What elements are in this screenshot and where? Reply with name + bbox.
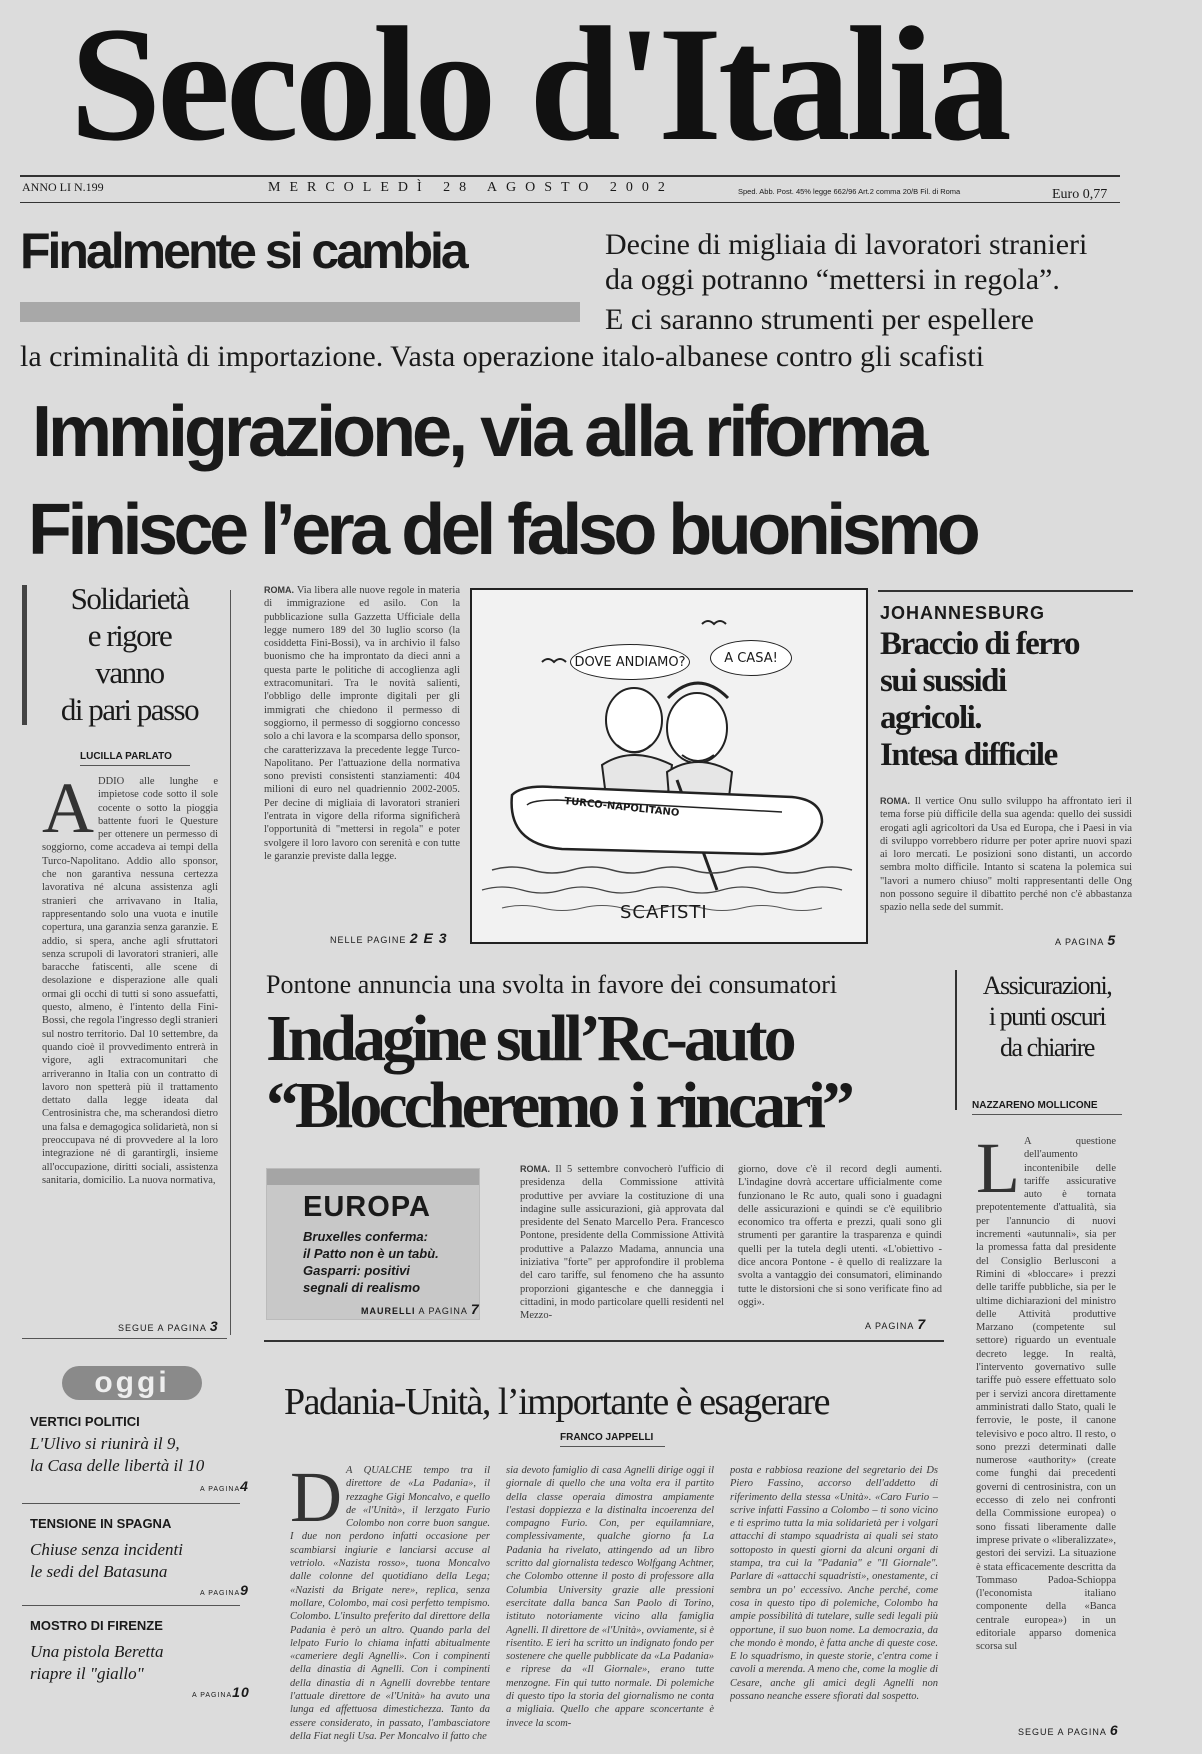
oggi-item-2-text-2[interactable]: le sedi del Batasuna <box>30 1562 168 1581</box>
padania-col-2 <box>506 1464 714 1744</box>
rcauto-kicker: Pontone annuncia una svolta in favore dei consumatori <box>266 970 838 999</box>
rcauto-jump-page: 7 <box>917 1316 927 1332</box>
assicurazioni-author-rule <box>972 1114 1122 1115</box>
oggi-item-1-jump-label: A PAGINA <box>200 1486 241 1493</box>
oggi-rule-1 <box>22 1503 240 1504</box>
cartoon-bubble-left: DOVE ANDIAMO? <box>570 644 690 680</box>
lead-headline-2: Finisce l’era del falso buonismo <box>28 490 977 570</box>
cartoon-boat-label: TURCO-NAPOLITANO <box>563 795 680 820</box>
rcauto-jump-label: A PAGINA <box>865 1321 914 1331</box>
rcauto-text-2: giorno, dove c'è il record degli aumenti. L'indagine dovrà accertare ufficialmente come funzionano le Rc auto, quali sono i guadagni delle assicurazioni e quindi se c'è equilibrio economico tra offerta e prezzi, quali sono gli strumenti per garantire la trasparenza e quindi quelli per la tutela degli utenti. «L'obiettivo - dice ancora Pontone - è quello di realizzare la svolta a vantaggio dei consumatori, eliminando tutte le distorsioni che si sono verificate fino ad oggi». <box>738 1164 942 1308</box>
editorial-jump-label: SEGUE A PAGINA <box>118 1323 207 1333</box>
johannesburg-jump-page: 5 <box>1107 932 1117 948</box>
masthead-rule-bottom <box>20 202 1120 203</box>
lead-headline-1: Immigrazione, via alla riforma <box>32 392 925 472</box>
oggi-item-3-text-2[interactable]: riapre il "giallo" <box>30 1664 144 1683</box>
cartoon-drawing <box>472 590 866 942</box>
editorial-title-1: Solidarietà <box>70 581 189 616</box>
europa-jump <box>361 1301 480 1317</box>
oggi-item-2-label: TENSIONE IN SPAGNA <box>30 1516 172 1531</box>
johannesburg-jump[interactable] <box>1055 932 1116 948</box>
johannesburg-title-4: Intesa difficile <box>880 737 1057 773</box>
europa-line-1: Bruxelles conferma: <box>303 1229 428 1244</box>
padania-col-1 <box>290 1464 490 1744</box>
rcauto-headline-1: Indagine sull’Rc-auto <box>266 1002 793 1075</box>
editorial-text: DDIO alle lunghe e impietose code sotto il sole cocente o sotto la pioggia battente fuori le Questure per ottenere un permesso di soggiorno, come accadeva ai tempi della Turco-Napolitano. Addio allo sponsor, che non garantiva nessuna certezza lavorativa né alcuna assistenza agli stranieri che arrivavano in Italia, rappresentando solo una vuota e inutile copertura, una garanzia senza garanzie. E addio, si spera, anche agli sfruttatori senza scrupoli di lavoratori stranieri, alle baracche fatiscenti, alle scene di desolazione e disperazione alle quali ormai gli occhi di tutti si sono assuefatti, questo, almeno, è l'intento della Fini-Bossi, che regola l'ingresso degli stranieri sul nostro territorio. Dal 10 settembre, da quando cioè il provvedimento entrerà in vigore, agli extracomunitari che arriveranno in Italia con un contratto di lavoro non spetterà più il trattamento dettato dalla legge ideata dal Centrosinistra che, ma scherandosi dietro una falsa e demagogica solidarietà, non si preoccupava né di provvedere al la loro integrazione né di garantirgli, insieme all'occupazione, diritti sociali, assistenza sanitaria, domicilio. La nuova normativa, <box>42 776 218 1186</box>
padania-dropcap: D <box>290 1464 342 1537</box>
lead-story-text: Via libera alle nuove regole in materia di immigrazione ed asilo. Con la pubblicazione sulla Gazzetta Ufficiale della legge numero 189 del 30 luglio scorso (la cosiddetta Fini-Bossi), va in archivio il falso buonismo che ha improntato da dieci anni a questa parte le politiche di accoglienza agli extracomunitari. Tra le novità salienti, l'obbligo delle impronte digitali per gli immigrati che chiedono il permesso di soggiorno, il permesso di soggiorno concesso solo a chi lavora e la scomparsa dello sponsor, che caratterizzava la precedente legge Turco-Napolitano. Per l'attuazione della normativa sono previsti consistenti stanziamenti: 404 milioni di euro nel quadriennio 2002-2005. Per decine di migliaia di lavoratori stranieri l'entrata in vigore della riforma significherà l'opportunità di "mettersi in regola" e poter svolgere il loro lavoro con serenità e con tutte le garanzie previste dalla legge. <box>264 585 460 862</box>
assicurazioni-body <box>976 1135 1116 1740</box>
padania-author-rule <box>560 1446 665 1447</box>
padania-col-3 <box>730 1464 938 1744</box>
oggi-item-1-text-1[interactable]: L'Ulivo si riunirà il 9, <box>30 1434 180 1453</box>
left-column-rule <box>230 590 231 1335</box>
editorial-author: LUCILLA PARLATO <box>80 751 172 762</box>
oggi-item-1-text-2[interactable]: la Casa delle libertà il 10 <box>30 1456 205 1475</box>
padania-headline: Padania-Unità, l’importante è esagerare <box>284 1381 829 1423</box>
europa-jump-page: 7 <box>470 1301 480 1317</box>
issue-number: ANNO LI N.199 <box>22 180 104 194</box>
rcauto-body-1 <box>520 1163 724 1326</box>
oggi-item-1-page: 4 <box>240 1478 249 1494</box>
assicurazioni-jump-label: SEGUE A PAGINA <box>1018 1727 1107 1737</box>
oggi-item-2-jump-label: A PAGINA <box>200 1590 241 1597</box>
rcauto-headline-2: “Bloccheremo i rincari” <box>266 1069 851 1142</box>
editorial-title-3: vanno <box>95 655 164 690</box>
europa-bar <box>267 1169 479 1185</box>
assicurazioni-title <box>962 970 1132 1063</box>
europa-box[interactable] <box>266 1168 480 1320</box>
rcauto-jump[interactable] <box>865 1316 926 1332</box>
lead-deck-2: da oggi potranno “mettersi in regola”. <box>605 263 1060 296</box>
europa-jump-label: A PAGINA <box>418 1306 468 1316</box>
oggi-item-3-page: 10 <box>232 1684 250 1700</box>
editorial-jump-page: 3 <box>209 1318 219 1334</box>
assicurazioni-jump-page: 6 <box>1109 1722 1119 1738</box>
oggi-item-2-page: 9 <box>240 1582 249 1598</box>
editorial-jump[interactable] <box>118 1318 219 1334</box>
johannesburg-title-1: Braccio di ferro <box>880 626 1079 662</box>
oggi-top-rule <box>22 1338 227 1339</box>
oggi-item-3-jump-label: A PAGINA <box>192 1692 233 1699</box>
price: Euro 0,77 <box>1052 187 1108 202</box>
oggi-item-2-text-1[interactable]: Chiuse senza incidenti <box>30 1540 183 1559</box>
johannesburg-top-rule <box>878 590 1133 592</box>
padania-top-rule <box>264 1340 944 1342</box>
rcauto-body-2 <box>738 1163 942 1313</box>
europa-title: EUROPA <box>303 1191 431 1223</box>
assicurazioni-author: NAZZARENO MOLLICONE <box>972 1100 1098 1111</box>
rcauto-dateline: ROMA. <box>520 1164 550 1174</box>
oggi-item-3-text-1[interactable]: Una pistola Beretta <box>30 1642 164 1661</box>
editorial-dropcap: A <box>42 775 94 848</box>
oggi-item-1-label: VERTICI POLITICI <box>30 1414 140 1429</box>
johannesburg-text: Il vertice Onu sullo sviluppo ha affrontato ieri il tema forse più difficile della sua agenda: quello dei sussidi erogati agli agricoltori da Usa ed Europa, che i Paesi in via di sviluppo vorrebbero ridurre per poter aprire nuovi spazi ai loro mercati. Le posizioni sono distanti, un accordo sembra molto difficile. Intanto si scatena la polemica sui "lavori a numero chiuso" molti rappresentanti delle Ong non possono seguire il dibattito perché non c'è abbastanza spazio nella sede del summit. <box>880 796 1132 914</box>
padania-text-2: sia devoto famiglio di casa Agnelli dirige oggi il giornale di quello che una volta era il partito della classe operaia dimostra ampiamente l'estasi doppiezza e la distinalta incoerenza del compagno Furio. Con, per equilamniare, complessivamente, qualche giorno fa La Padania ha rivelato, attingendo ad un libro scritto dal giornalista tedesco Wolfgang Achtner, che Colombo ottenne il posto di professore alla Columbia University grazie alle pressioni esercitate dalla banca San Paolo di Torino, istituto notoriamente vicino alla famiglia Agnelli. Il direttore de «l'Unità», ovviamente, si è risentito. E ieri ha scritto un indignato fondo per sostenere che quelle pubblicate da «La Padania» e riprese da «Il Giornale», erano tutte menzogne. Fin qui tutto normale. Di polemiche di questo tipo la storia del giornalismo ne conta a migliaia. Quello che appare sconcertante è invece la scom- <box>506 1465 714 1729</box>
assicurazioni-title-1: Assicurazioni, <box>982 971 1112 1000</box>
johannesburg-body <box>880 795 1132 935</box>
lead-story-jump[interactable] <box>330 930 448 946</box>
assicurazioni-jump[interactable] <box>1018 1722 1119 1738</box>
cartoon <box>470 588 868 944</box>
oggi-item-3-label: MOSTRO DI FIRENZE <box>30 1618 163 1633</box>
rcauto-text-1: Il 5 settembre convocherò l'ufficio di presidenza della Commissione attività produttive per avviare la costituzione di una indagine sulle assicurazioni, già approvata dal presidente del Senato Marcello Pera. Francesco Pontone, presidente della Commissione Attività produttive a Palazzo Madama, annuncia una iniziativa "forte" per approfondire il problema del caro tariffe, sul fenomeno che ha assunto proporzioni gigantesche e che danneggia i cittadini, in modo particolare quelli residenti nel Mezzo- <box>520 1164 724 1322</box>
lead-kicker: Finalmente si cambia <box>20 223 466 279</box>
europa-line-2: il Patto non è un tabù. <box>303 1246 439 1261</box>
padania-text-1: A QUALCHE tempo tra il direttore de «La Padania», il rezzaghe Gigi Moncalvo, e quello de «l'Unità», il lerzgato Furio Colombo non corre buon sangue. I due non perdono infatti occasione per scambiarsi ingiurie e lanciarsi accuse al vetriolo. «Nazista rosso», tuona Moncalvo dalle colonne del quotidiano della Lega; «Nazisti da Brigate nere», replica, senza mollare, Colombo, mai così perfetto tempismo. Colombo. L'insulto preferito dal direttore della Padania è però un altro. Quando parla del lelpato Furio lo chiama infatti abitualmente «cameriere degli Agnelli». Con i compinenti della dinastia di Agnelli. Con i compinenti della dinastia di n Agnelli dovrebbe tentare l'attuale direttore de «l'Unità» ha avuto una lunga ed affettuosa dimestichezza. Tanto da essere considerato, in passato, l'ambasciatore della Fiat negli Usa. Per Moncalvo il fatto che <box>290 1465 490 1742</box>
lead-story-jump-pages: 2 E 3 <box>409 930 448 946</box>
oggi-rule-2 <box>22 1605 240 1606</box>
editorial-author-rule <box>80 765 190 766</box>
padania-author: FRANCO JAPPELLI <box>560 1432 654 1443</box>
europa-author: MAURELLI <box>361 1306 416 1316</box>
johannesburg-title-3: agricoli. <box>880 700 982 736</box>
johannesburg-kicker: JOHANNESBURG <box>880 603 1046 623</box>
johannesburg-jump-label: A PAGINA <box>1055 937 1104 947</box>
editorial <box>22 580 237 728</box>
oggi-item-1-jump[interactable] <box>200 1478 249 1494</box>
lead-story-dateline: ROMA. <box>264 585 294 595</box>
lead-deck-3: E ci saranno strumenti per espellere <box>605 303 1034 336</box>
editorial-title-4: di pari passo <box>60 692 199 727</box>
assicurazioni-dropcap: L <box>976 1135 1020 1208</box>
padania-text-3: posta e rabbiosa reazione del segretario dei Ds Piero Fassino, accorso dell'addetto di riferimento della stessa «Unità». «Caro Furio – scrive infatti Fassino a Colombo – ti sono vicino e ti esprimo tutta la mia solidarietà per i volgari attacchi di stampo squadrista ai quali sei stato sottoposto in questi giorni da alcuni organi di stampa, tra cui la "Padania" e "Il Giornale". Parlare di «attacchi squadristi», onestamente, ci sembra un po' eccessivo. Anche perché, come cosa in questo tipo di polemiche, Colombo ha ampie possibilità di tutelare, sulle sedi legali più opportune, il suo buon nome. La democrazia, da che mondo è mondo, è fatta anche di queste cose. E lo squadrismo, in queste storie, c'entra come i cavoli a merenda. A meno che, come la moglie di Cesare, anche gli amici degli Agnelli non possano neanche essere sfiorati dal sospetto. <box>730 1465 938 1703</box>
johannesburg-title <box>880 626 1180 774</box>
assicurazioni-left-rule <box>955 970 957 1110</box>
europa-line-3: Gasparri: positivi <box>303 1263 410 1278</box>
assicurazioni-title-2: i punti oscuri <box>988 1002 1106 1031</box>
postal-info: Sped. Abb. Post. 45% legge 662/96 Art.2 comma 20/B Fil. di Roma <box>738 187 961 196</box>
johannesburg-title-2: sui sussidi <box>880 663 1006 699</box>
oggi-item-2-jump[interactable] <box>200 1582 249 1598</box>
lead-story-jump-label: NELLE PAGINE <box>330 935 407 945</box>
lead-story-body <box>264 584 460 924</box>
oggi-title: oggi <box>62 1366 202 1400</box>
europa-line-4: segnali di realismo <box>303 1280 421 1295</box>
cartoon-caption: SCAFISTI <box>620 902 708 923</box>
editorial-body <box>42 775 218 1308</box>
lead-deck-1: Decine di migliaia di lavoratori stranieri <box>605 228 1088 261</box>
editorial-title-2: e rigore <box>87 618 172 653</box>
masthead-title: Secolo d'Italia <box>70 0 1008 175</box>
kicker-bar <box>20 302 580 322</box>
assicurazioni-title-3: da chiarire <box>1000 1033 1094 1062</box>
issue-date: MERCOLEDÌ 28 AGOSTO 2002 <box>268 180 674 195</box>
johannesburg-dateline: ROMA. <box>880 796 910 806</box>
masthead-rule <box>20 175 1120 177</box>
cartoon-bubble-right: A CASA! <box>710 640 792 676</box>
assicurazioni-text: A questione dell'aumento incontenibile delle tariffe assicurative auto è tornata prepotentemente d'attualità, sia per l'annuncio di nuovi incrementi «autunnali», sia per la promessa fatta dal presidente del Consiglio Berlusconi a Rimini di «bloccare» i prezzi delle tariffe pubbliche, sia per le ultime dichiarazioni del ministro delle Attività produttive Marzano (competente sul settore) riguardo un eventuale decreto legge. In realtà, l'intervento governativo sulle tariffe può essere effettuato solo per i servizi ancora direttamente amministrati dallo Stato, quali le ferrovie, le poste, il canone televisivo e poco altro. Il resto, o sono prezzi determinati dalle numerose «authority» (create come funghi dai precedenti governi di centrosinistra, con un eccesso di zelo nei confronti della Commissione europea) o sono fissati liberamente dalle imprese private o «liberalizzate», gestori dei servizi. La situazione è stata efficacemente descritta da Tommaso Padoa-Schioppa (l'economista italiano componente della «Banca centrale europea») in un editoriale apparso domenica scorsa sul <box>976 1136 1116 1653</box>
oggi-item-3-jump[interactable] <box>192 1684 250 1700</box>
lead-deck-4: la criminalità di importazione. Vasta operazione italo-albanese contro gli scafisti <box>20 340 985 373</box>
editorial-bar <box>22 585 27 725</box>
